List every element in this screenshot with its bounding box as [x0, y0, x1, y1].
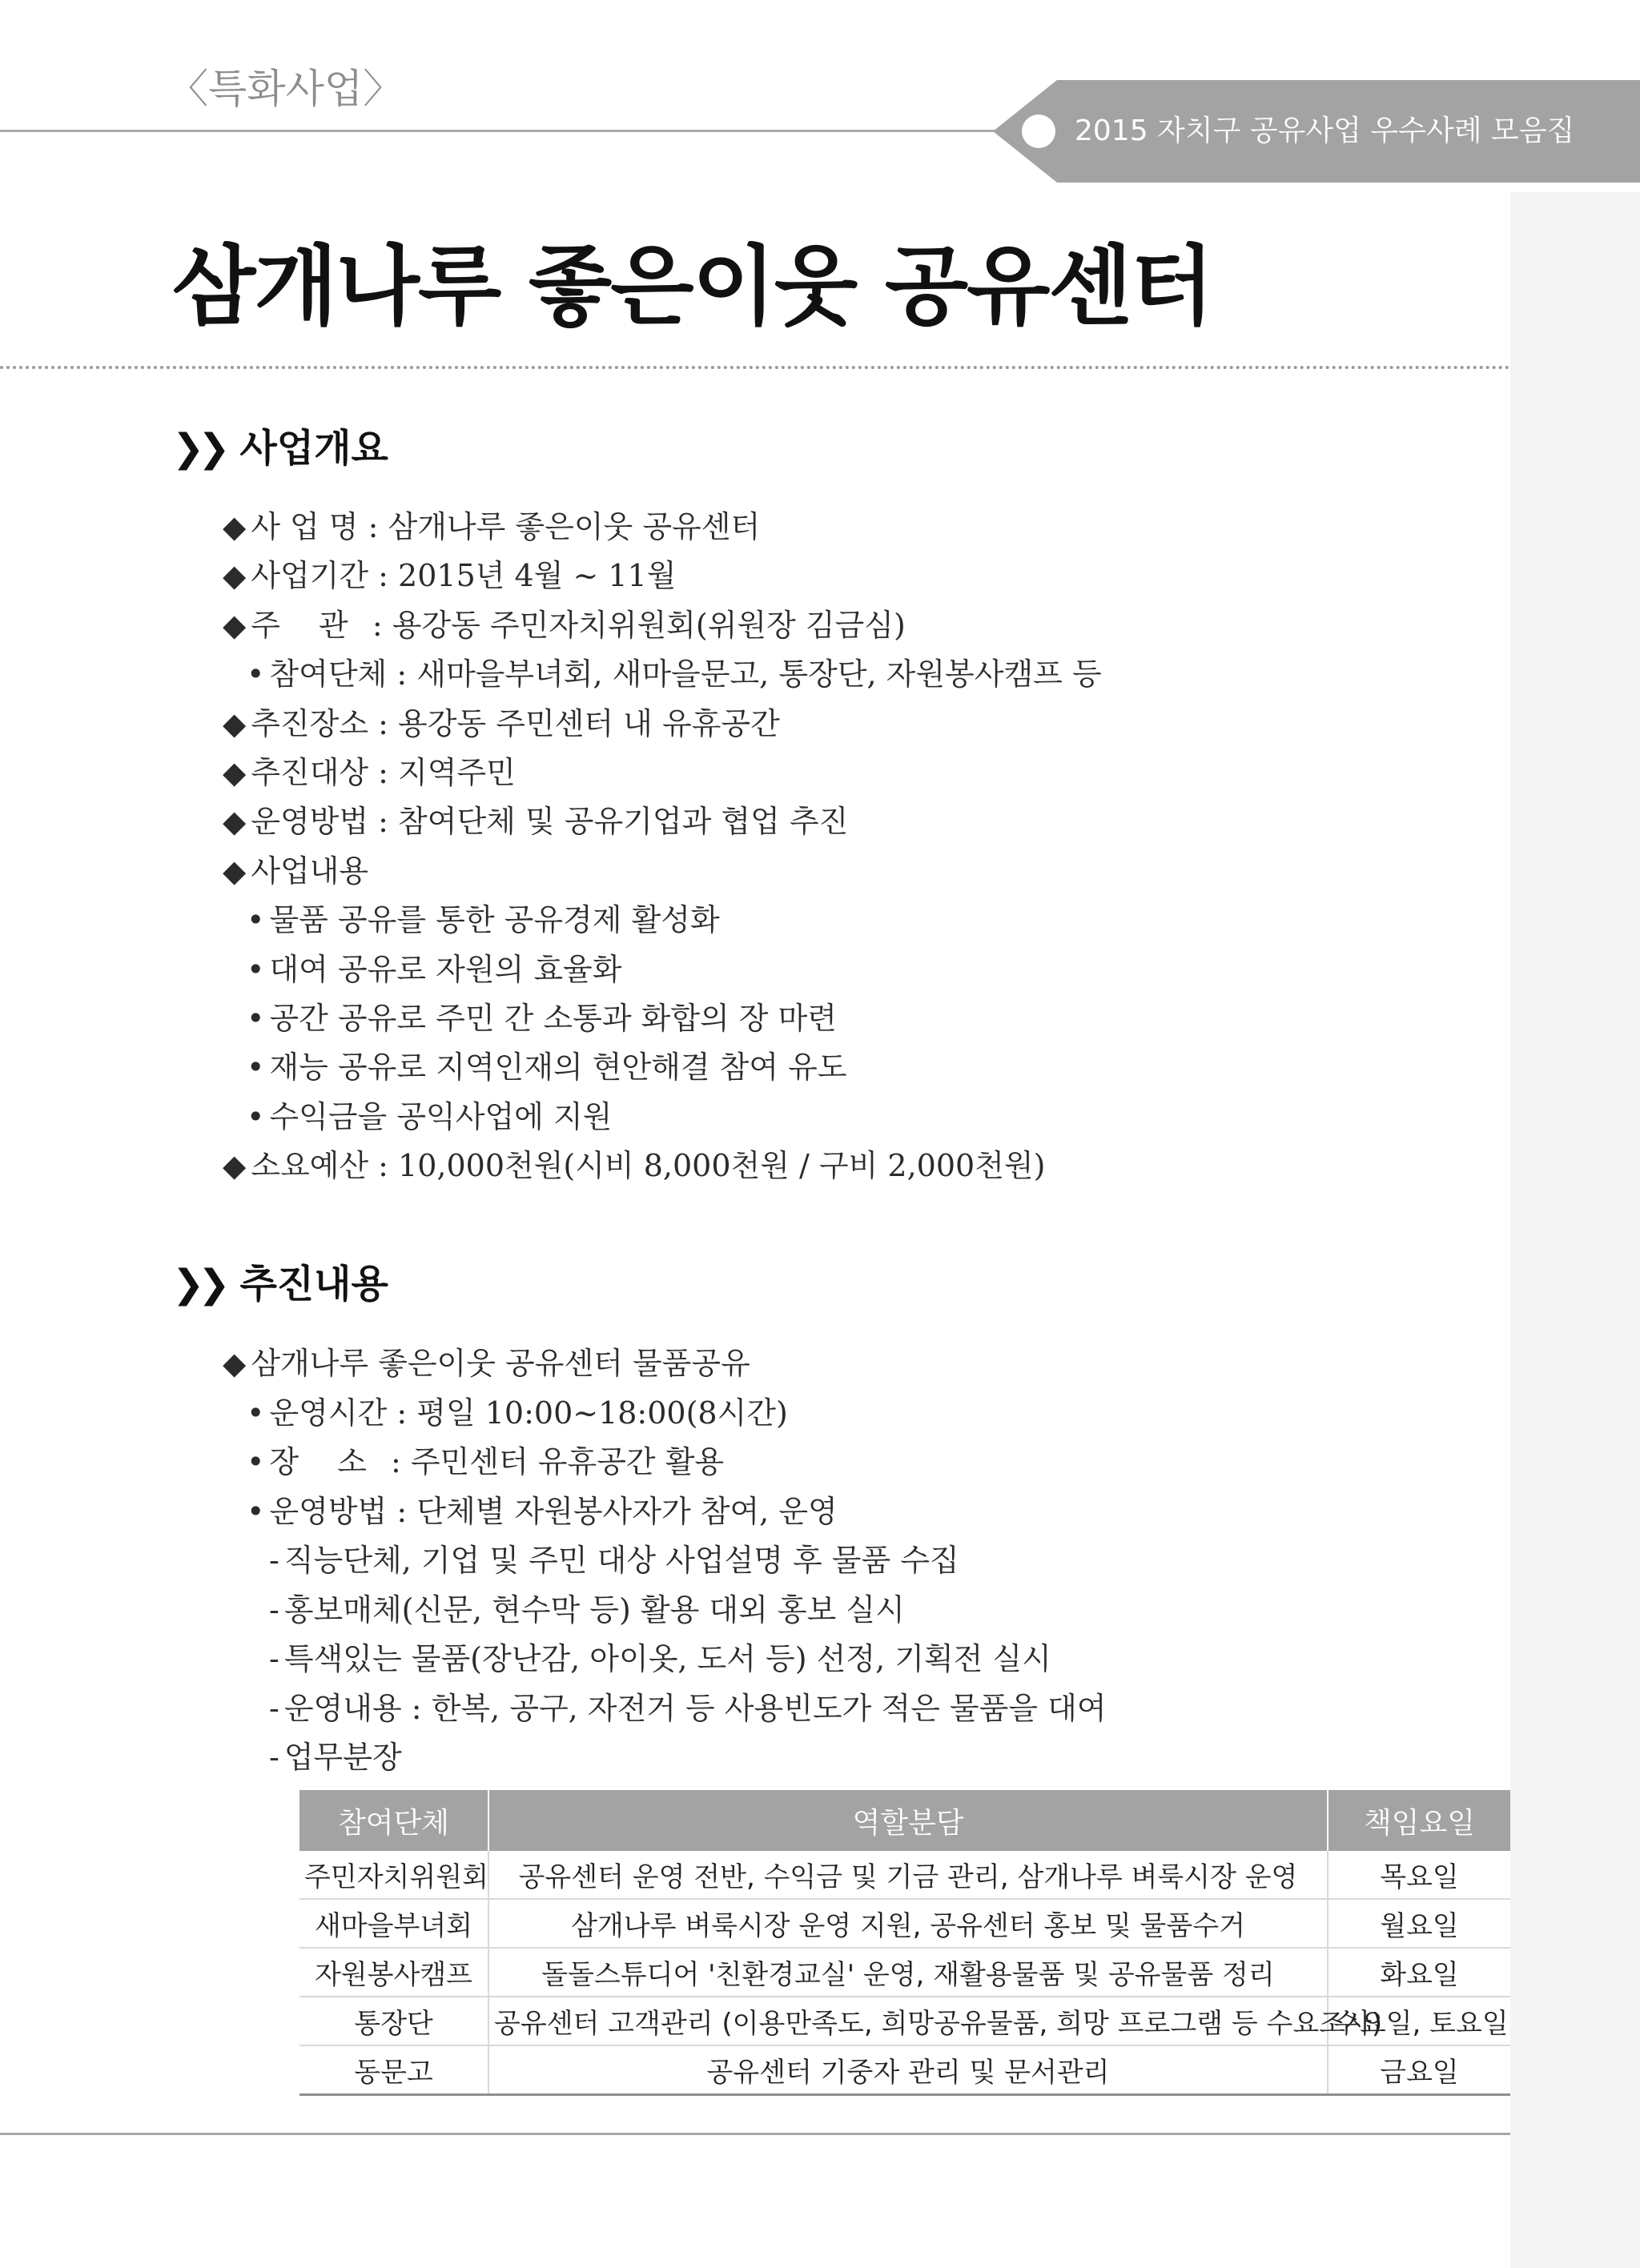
item-label: 운영방법 [269, 1493, 388, 1529]
header-rule [0, 130, 1041, 132]
item-value: 용강동 주민자치위원회(위원장 김금심) [392, 607, 906, 643]
item-value: 지역주민 [398, 755, 516, 790]
item-separator: : [368, 804, 399, 840]
list-item [247, 1099, 612, 1136]
diamond-bullet-icon: ◆ [223, 804, 247, 840]
item-separator: : [387, 656, 417, 692]
dash-bullet-icon: - [269, 1740, 279, 1775]
cell-role: 공유센터 운영 전반, 수익금 및 기금 관리, 삼개나루 벼룩시장 운영 [488, 1851, 1328, 1899]
item-label: 운영방법 [251, 804, 369, 840]
item-value: 직능단체, 기업 및 주민 대상 사업설명 후 물품 수집 [283, 1543, 959, 1578]
section-tag: 〈특화사업〉 [168, 66, 404, 112]
list-item [247, 1001, 837, 1038]
item-value: 단체별 자원봉사자가 참여, 운영 [416, 1493, 838, 1529]
cell-org: 새마을부녀회 [299, 1899, 488, 1948]
item-separator: : [368, 705, 399, 741]
item-separator: : [387, 1395, 417, 1431]
dot-bullet-icon: • [247, 902, 265, 938]
cell-day: 수요일, 토요일 [1328, 1997, 1510, 2045]
item-separator: : [358, 509, 388, 544]
title-divider [0, 366, 1510, 369]
cell-org: 통장단 [299, 1997, 488, 2045]
diamond-bullet-icon: ◆ [223, 755, 247, 790]
item-separator: : [368, 1148, 399, 1184]
overview-heading [172, 426, 388, 471]
cell-day: 월요일 [1328, 1899, 1510, 1948]
item-value: 새마을부녀회, 새마을문고, 통장단, 자원봉사캠프 등 [416, 656, 1102, 692]
table-row [299, 1997, 1510, 2045]
list-item [223, 558, 677, 595]
item-separator: : [368, 558, 399, 594]
cell-role: 돌돌스튜디어 '친환경교실' 운영, 재활용물품 및 공유물품 정리 [488, 1948, 1328, 1997]
item-label: 소요예산 [251, 1148, 369, 1184]
cell-day: 금요일 [1328, 2045, 1510, 2095]
item-separator: : [380, 1444, 411, 1479]
item-value: 2015년 4월 ~ 11월 [398, 558, 677, 594]
dot-bullet-icon: • [247, 1493, 265, 1529]
item-separator: : [362, 607, 392, 643]
item-separator: : [401, 1690, 432, 1726]
bullet-dot-icon [1022, 114, 1055, 148]
dot-bullet-icon: • [247, 951, 265, 987]
page-margin-shade [1510, 192, 1640, 2268]
item-value: 물품 공유를 통한 공유경제 활성화 [269, 902, 720, 938]
dot-bullet-icon: • [247, 1001, 265, 1036]
list-item [247, 952, 621, 989]
progress-heading [172, 1262, 388, 1307]
list-item [223, 706, 780, 743]
list-item [223, 853, 368, 890]
list-item [247, 656, 1102, 693]
item-value: 주민센터 유휴공간 활용 [410, 1444, 725, 1479]
section-title: 사업개요 [239, 426, 388, 471]
cell-role: 공유센터 고객관리 (이용만족도, 희망공유물품, 희망 프로그램 등 수요조사) [488, 1997, 1328, 2045]
item-label: 운영내용 [283, 1690, 402, 1726]
item-separator: : [387, 1493, 417, 1529]
column-header-org: 참여단체 [299, 1790, 488, 1851]
dot-bullet-icon: • [247, 1444, 265, 1479]
dot-bullet-icon: • [247, 1395, 265, 1431]
item-value: 삼개나루 좋은이웃 공유센터 [388, 509, 761, 544]
cell-org: 자원봉사캠프 [299, 1948, 488, 1997]
item-separator: : [368, 755, 399, 790]
list-item [223, 755, 516, 792]
list-item [223, 1346, 750, 1383]
table-row [299, 1948, 1510, 1997]
cell-day: 목요일 [1328, 1851, 1510, 1899]
item-label: 업무분장 [283, 1740, 402, 1775]
list-item [247, 1050, 847, 1086]
item-value: 대여 공유로 자원의 효율화 [269, 951, 622, 987]
diamond-bullet-icon: ◆ [223, 705, 247, 741]
double-chevron-right-icon: ❯❯ [172, 426, 224, 471]
list-item [223, 608, 906, 644]
cell-org: 동문고 [299, 2045, 488, 2095]
column-header-role: 역할분담 [488, 1790, 1328, 1851]
item-value: 용강동 주민센터 내 유휴공간 [398, 705, 780, 741]
cell-day: 화요일 [1328, 1948, 1510, 1997]
item-value: 공간 공유로 주민 간 소통과 화합의 장 마련 [269, 1001, 838, 1036]
table-row [299, 1899, 1510, 1948]
cell-org: 주민자치위원회 [299, 1851, 488, 1899]
list-item [247, 1395, 788, 1432]
item-label: 장 소 [269, 1444, 381, 1479]
item-label: 사업내용 [251, 853, 369, 889]
dash-bullet-icon: - [269, 1592, 279, 1628]
item-value: 참여단체 및 공유기업과 협업 추진 [398, 804, 849, 840]
column-header-day: 책임요일 [1328, 1790, 1510, 1851]
table-row [299, 2045, 1510, 2095]
diamond-bullet-icon: ◆ [223, 1346, 247, 1381]
dot-bullet-icon: • [247, 1050, 265, 1086]
duty-table [299, 1790, 1510, 2096]
item-value: 평일 10:00~18:00(8시간) [416, 1395, 788, 1431]
diamond-bullet-icon: ◆ [223, 607, 247, 643]
list-item [269, 1543, 959, 1580]
item-label: 참여단체 [269, 656, 388, 692]
cell-role: 삼개나루 벼룩시장 운영 지원, 공유센터 홍보 및 물품수거 [488, 1899, 1328, 1948]
item-value: 재능 공유로 지역인재의 현안해결 참여 유도 [269, 1050, 847, 1086]
footer-rule [0, 2133, 1510, 2135]
list-item [269, 1592, 905, 1629]
item-label: 사업기간 [251, 558, 369, 594]
section-title: 추진내용 [239, 1262, 388, 1307]
item-label: 추진장소 [251, 705, 369, 741]
item-label: 운영시간 [269, 1395, 388, 1431]
dash-bullet-icon: - [269, 1543, 279, 1578]
page-title: 삼개나루 좋은이웃 공유센터 [172, 237, 1213, 337]
list-item [223, 1148, 1045, 1185]
list-item [247, 902, 720, 939]
dot-bullet-icon: • [247, 1098, 265, 1134]
dash-bullet-icon: - [269, 1690, 279, 1726]
item-value: 한복, 공구, 자전거 등 사용빈도가 적은 물품을 대여 [431, 1690, 1107, 1726]
item-label: 추진대상 [251, 755, 369, 790]
list-item [223, 804, 848, 841]
list-item [223, 509, 760, 546]
item-value: 특색있는 물품(장난감, 아이옷, 도서 등) 선정, 기획전 실시 [283, 1641, 1051, 1676]
item-value: 수익금을 공익사업에 지원 [269, 1098, 613, 1134]
list-item [269, 1641, 1051, 1678]
dot-bullet-icon: • [247, 656, 265, 692]
item-label: 삼개나루 좋은이웃 공유센터 물품공유 [251, 1346, 750, 1381]
diamond-bullet-icon: ◆ [223, 1148, 247, 1184]
diamond-bullet-icon: ◆ [223, 853, 247, 889]
table-header-row [299, 1790, 1510, 1851]
list-item [269, 1740, 402, 1776]
item-value: 홍보매체(신문, 현수막 등) 활용 대외 홍보 실시 [283, 1592, 905, 1628]
diamond-bullet-icon: ◆ [223, 558, 247, 594]
table-row [299, 1851, 1510, 1899]
list-item [247, 1444, 724, 1481]
item-label: 주 관 [251, 607, 363, 643]
publication-title: 2015 자치구 공유사업 우수사례 모음집 [1075, 114, 1575, 147]
double-chevron-right-icon: ❯❯ [172, 1262, 224, 1307]
dash-bullet-icon: - [269, 1641, 279, 1676]
cell-role: 공유센터 기중자 관리 및 문서관리 [488, 2045, 1328, 2095]
item-value: 10,000천원(시비 8,000천원 / 구비 2,000천원) [398, 1148, 1046, 1184]
item-label: 사 업 명 [251, 509, 359, 544]
diamond-bullet-icon: ◆ [223, 509, 247, 544]
list-item [247, 1494, 838, 1531]
list-item [269, 1691, 1107, 1728]
